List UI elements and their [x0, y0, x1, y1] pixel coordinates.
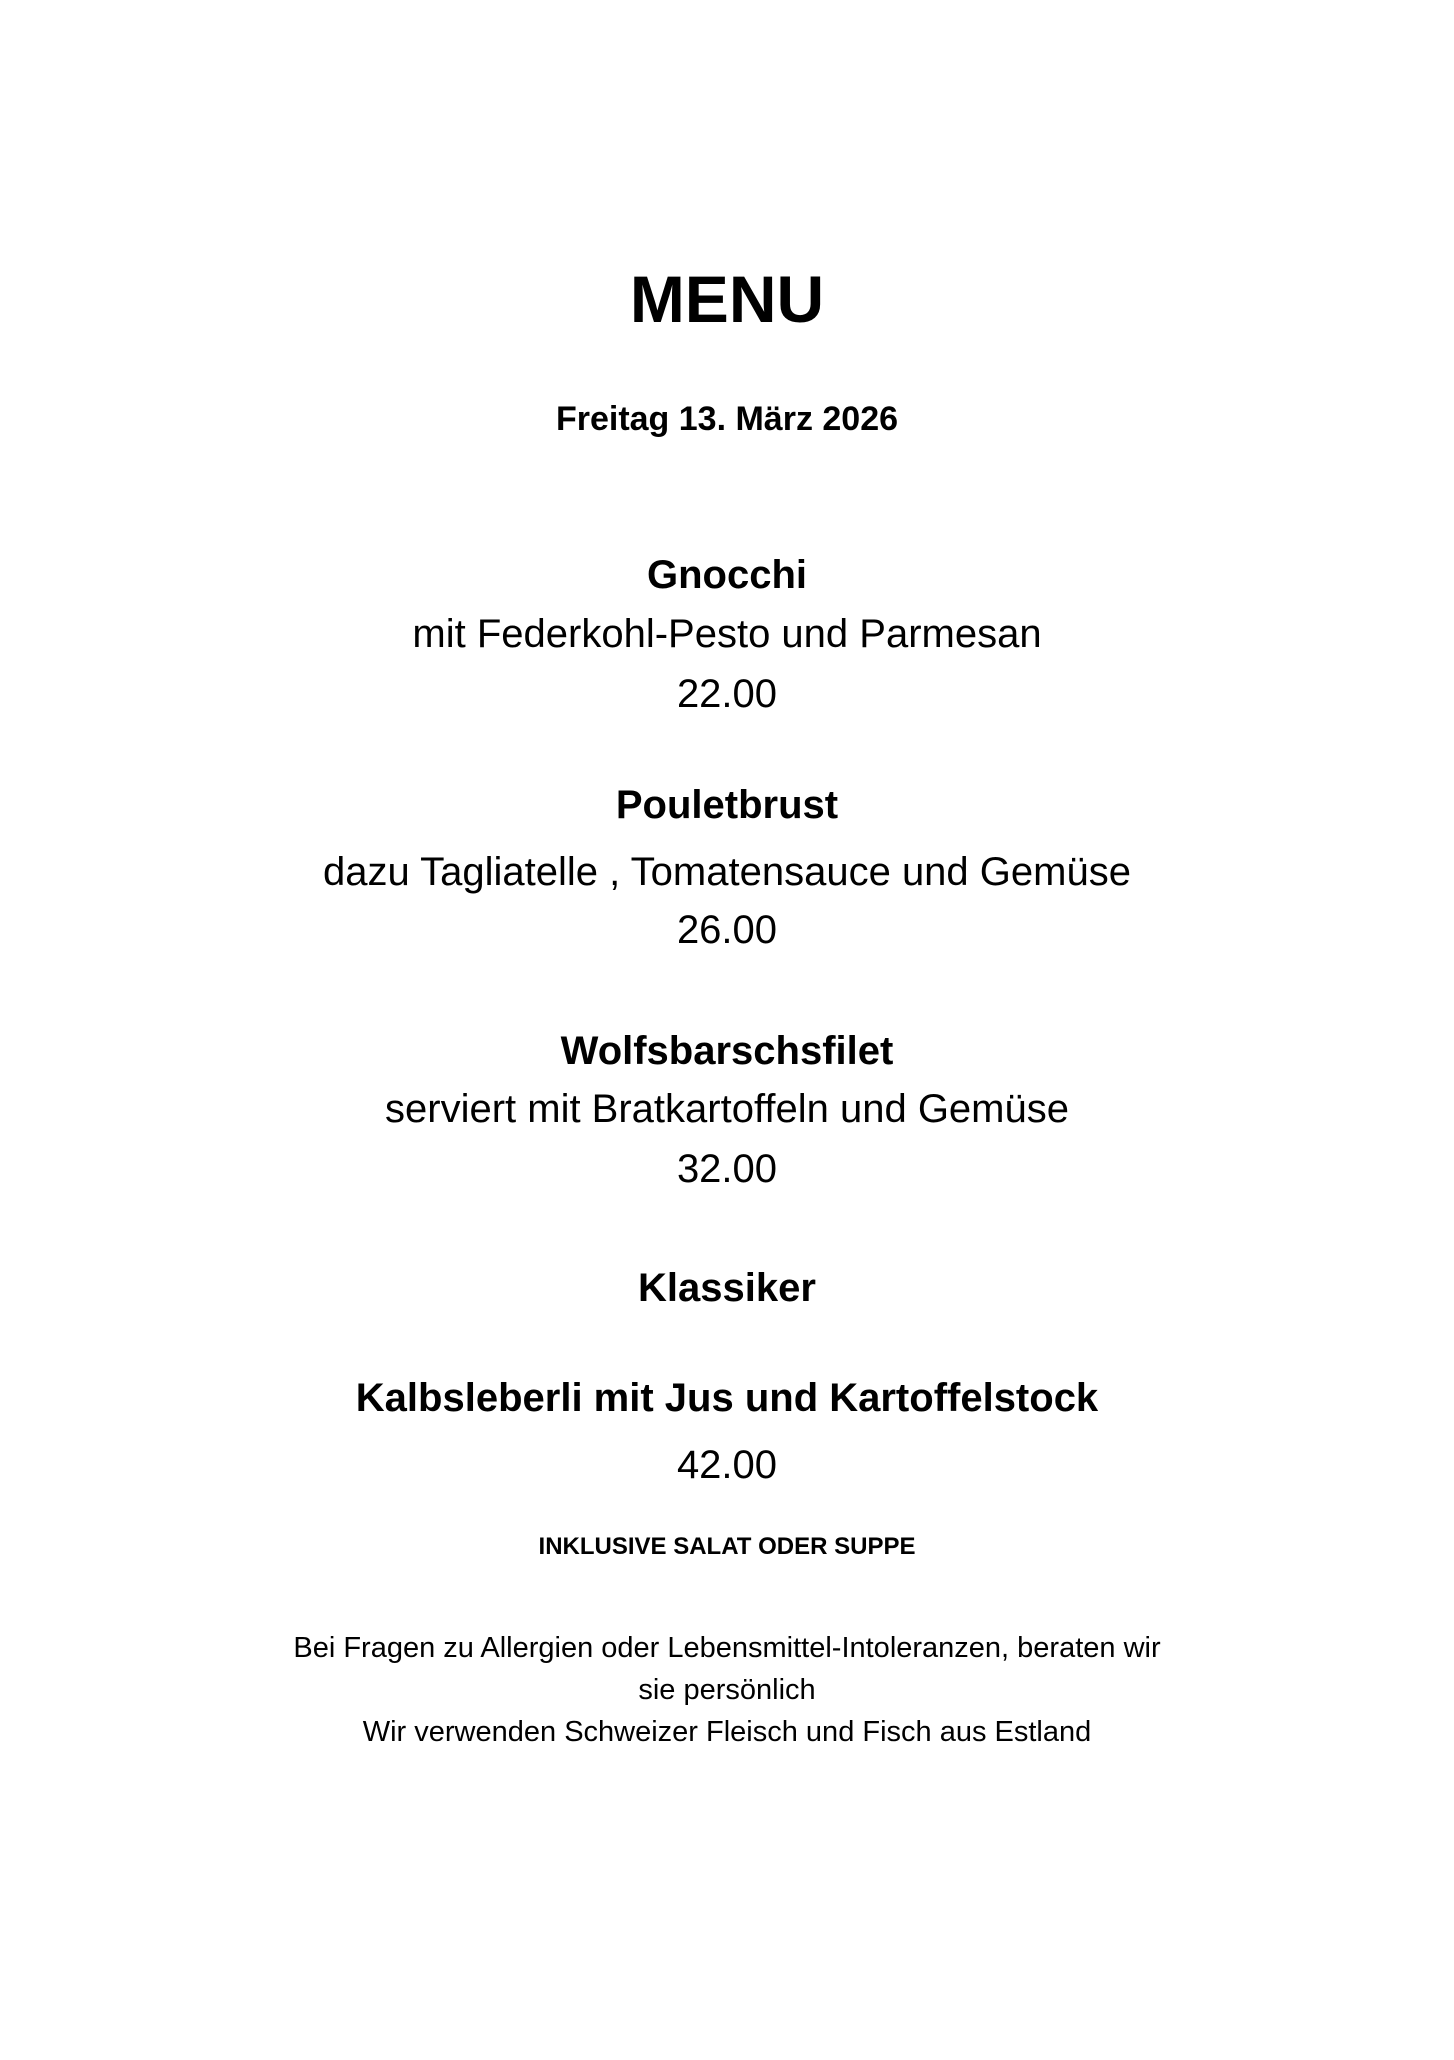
dish-price-pouletbrust: 26.00 — [676, 908, 778, 952]
allergy-note-line2: sie persönlich — [638, 1674, 816, 1706]
dish-name-kalbsleberli: Kalbsleberli mit Jus und Kartoffelstock — [355, 1376, 1099, 1420]
menu-title: MENU — [629, 262, 825, 336]
menu-date: Freitag 13. März 2026 — [555, 400, 899, 438]
dish-price-kalbsleberli: 42.00 — [676, 1443, 778, 1487]
included-note: INKLUSIVE SALAT ODER SUPPE — [538, 1533, 916, 1560]
dish-description-wolfsbarschsfilet: serviert mit Bratkartoffeln und Gemüse — [385, 1087, 1069, 1131]
dish-description-pouletbrust: dazu Tagliatelle , Tomatensauce und Gemüse — [323, 850, 1131, 894]
allergy-note-line1: Bei Fragen zu Allergien oder Lebensmittel-Intoleranzen, beraten wir — [293, 1632, 1161, 1664]
dish-description-gnocchi: mit Federkohl-Pesto und Parmesan — [412, 612, 1042, 656]
origin-note: Wir verwenden Schweizer Fleisch und Fisch aus Estland — [362, 1716, 1092, 1748]
dish-name-wolfsbarschsfilet: Wolfsbarschsfilet — [560, 1029, 894, 1073]
dish-name-pouletbrust: Pouletbrust — [615, 783, 839, 827]
dish-name-gnocchi: Gnocchi — [646, 553, 808, 597]
dish-price-wolfsbarschsfilet: 32.00 — [676, 1147, 778, 1191]
classics-heading: Klassiker — [638, 1266, 816, 1310]
dish-price-gnocchi: 22.00 — [676, 672, 778, 716]
